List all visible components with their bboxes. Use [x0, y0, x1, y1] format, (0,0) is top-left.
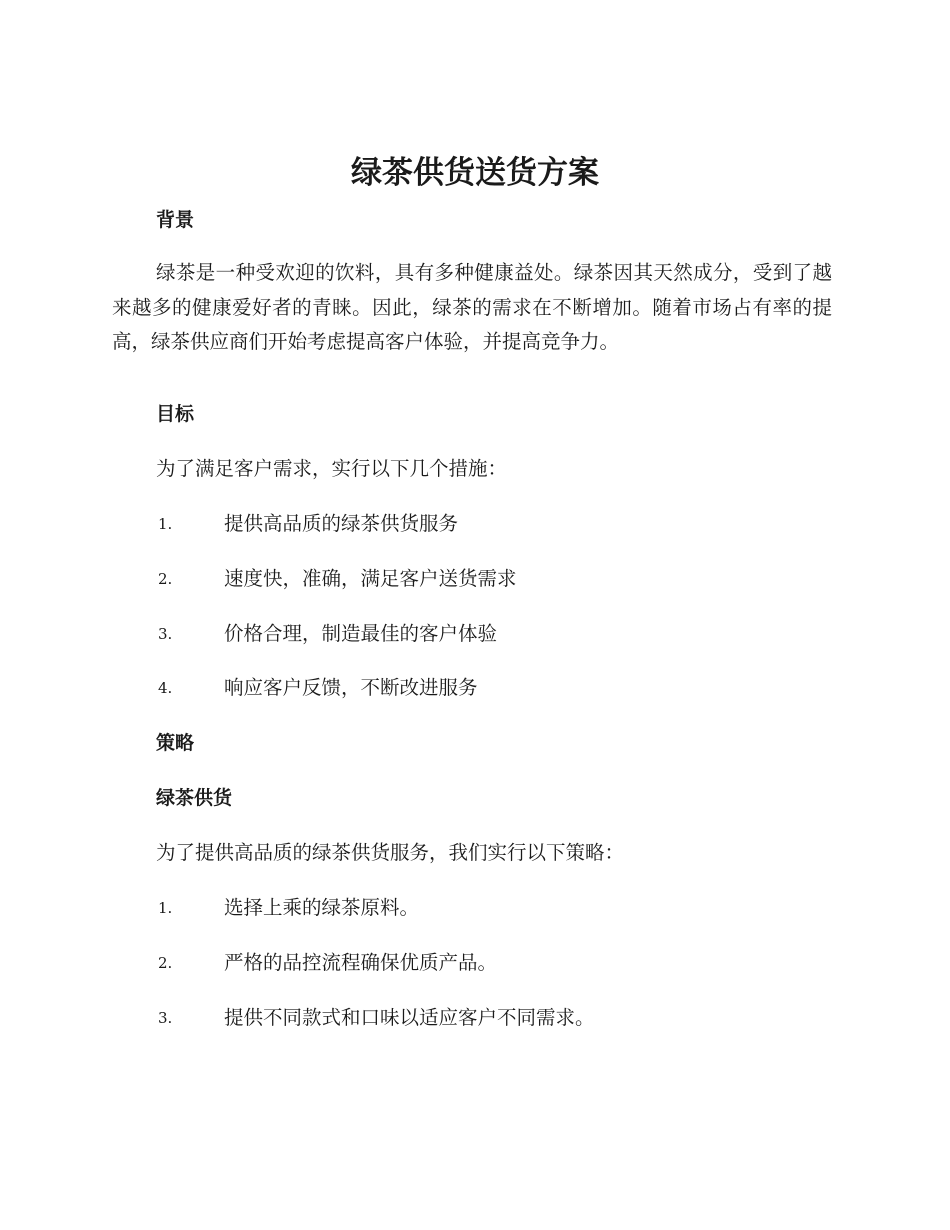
list-text: 选择上乘的绿茶原料。 — [224, 896, 420, 919]
section-heading-background: 背景 — [156, 209, 195, 231]
list-text: 速度快，准确，满足客户送货需求 — [224, 567, 517, 590]
supply-intro: 为了提供高品质的绿茶供货服务，我们实行以下策略： — [156, 841, 625, 864]
list-number: 3. — [158, 1009, 173, 1027]
list-text: 提供高品质的绿茶供货服务 — [224, 512, 459, 535]
list-text: 提供不同款式和口味以适应客户不同需求。 — [224, 1006, 595, 1029]
list-item — [158, 564, 838, 594]
section-heading-goals: 目标 — [156, 403, 195, 425]
section-heading-strategy: 策略 — [156, 732, 195, 754]
list-number: 1. — [158, 899, 173, 917]
goals-intro: 为了满足客户需求，实行以下几个措施： — [156, 457, 508, 480]
list-text: 响应客户反馈，不断改进服务 — [224, 676, 478, 699]
list-text: 严格的品控流程确保优质产品。 — [224, 951, 498, 974]
list-item — [158, 619, 838, 649]
list-item — [158, 1003, 838, 1033]
list-text: 价格合理，制造最佳的客户体验 — [224, 622, 498, 645]
list-item — [158, 948, 838, 978]
document-title: 绿茶供货送货方案 — [351, 155, 599, 191]
list-number: 4. — [158, 679, 173, 697]
list-number: 1. — [158, 515, 173, 533]
list-number: 2. — [158, 954, 173, 972]
list-number: 3. — [158, 625, 173, 643]
list-number: 2. — [158, 570, 173, 588]
list-item — [158, 509, 838, 539]
subsection-heading-supply: 绿茶供货 — [156, 787, 233, 809]
background-paragraph: 绿茶是一种受欢迎的饮料，具有多种健康益处。绿茶因其天然成分，受到了越来越多的健康爱好者的青睐。因此，绿茶的需求在不断增加。随着市场占有率的提高，绿茶供应商们开始考虑提高客户体验，并提高竞争力。 — [112, 261, 832, 353]
list-item — [158, 673, 838, 703]
list-item — [158, 893, 838, 923]
